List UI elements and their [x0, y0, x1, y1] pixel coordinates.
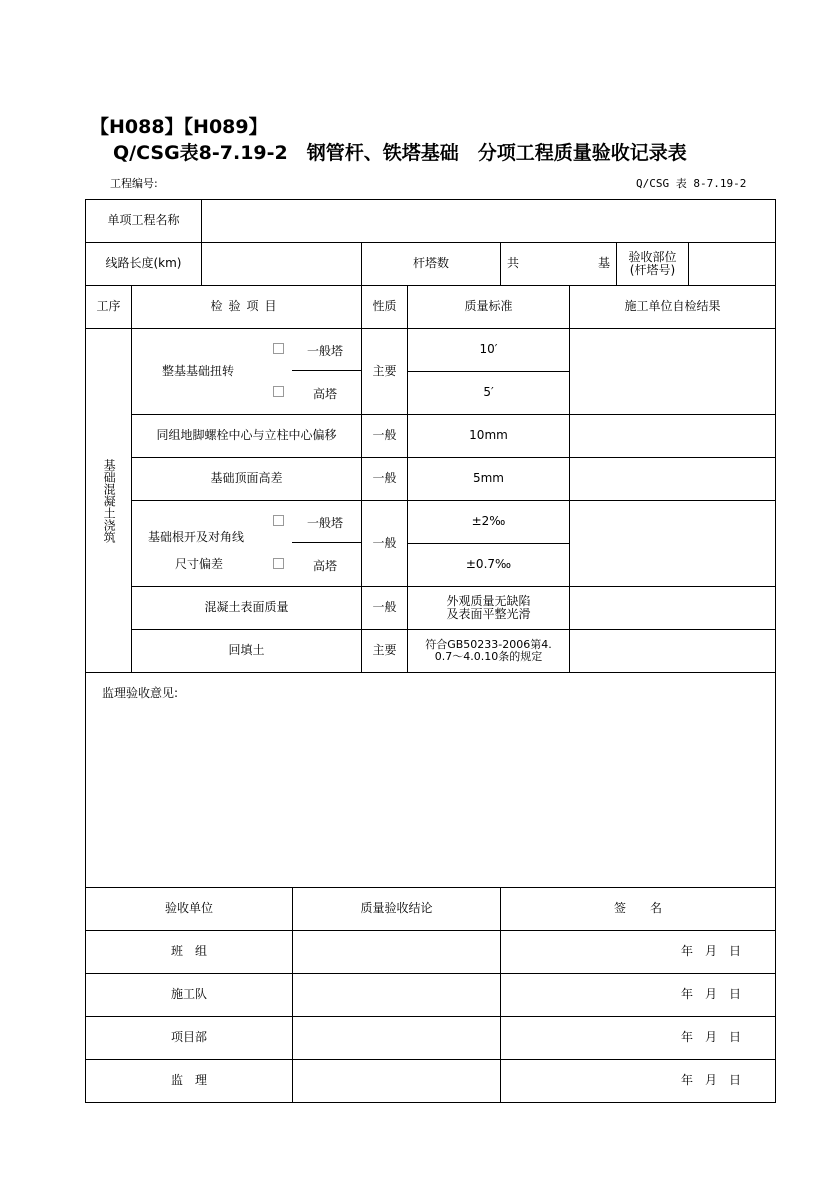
standard: ±2‰ — [407, 500, 570, 544]
date-label: 年 月 日 — [680, 987, 741, 1002]
signature-field[interactable] — [500, 973, 776, 1017]
self-check-field[interactable] — [569, 629, 776, 673]
option-high-tower: 高塔 — [313, 559, 338, 573]
standard: 外观质量无缺陷 及表面平整光滑 — [407, 586, 570, 630]
checkbox-high-tower[interactable] — [273, 558, 284, 569]
checkbox-high-tower[interactable] — [273, 386, 284, 397]
nature: 主要 — [361, 328, 408, 415]
standard: 5′ — [407, 371, 570, 415]
sign-unit: 施工队 — [85, 973, 293, 1017]
option-general-tower: 一般塔 — [307, 344, 344, 358]
standard: 10′ — [407, 328, 570, 372]
item-text: 整基基础扭转 — [162, 363, 235, 378]
col-items: 检验项目 — [131, 285, 362, 329]
date-label: 年 月 日 — [680, 944, 741, 959]
self-check-field[interactable] — [569, 328, 776, 415]
signature-field[interactable] — [500, 1059, 776, 1103]
self-check-field[interactable] — [569, 414, 776, 458]
sign-unit: 监 理 — [85, 1059, 293, 1103]
item-text: 尺寸偏差 — [175, 557, 224, 571]
total-label: 共 — [507, 256, 520, 271]
option-general-tower: 一般塔 — [307, 516, 344, 530]
signature-field[interactable] — [500, 1016, 776, 1060]
sign-col-unit: 验收单位 — [85, 887, 293, 931]
conclusion-field[interactable] — [292, 973, 501, 1017]
accept-part-label: 验收部位 (杆塔号) — [616, 242, 689, 286]
item-name-label: 单项工程名称 — [85, 199, 202, 243]
form-codes: 【H088】【H089】 — [90, 116, 268, 138]
tower-count-field[interactable] — [500, 242, 617, 286]
col-nature: 性质 — [361, 285, 408, 329]
date-label: 年 月 日 — [680, 1030, 741, 1045]
self-check-field[interactable] — [569, 586, 776, 630]
line-length-label: 线路长度(km) — [85, 242, 202, 286]
signature-field[interactable] — [500, 930, 776, 974]
checkbox-general-tower[interactable] — [273, 515, 284, 526]
sign-unit: 班 组 — [85, 930, 293, 974]
divider — [292, 542, 362, 543]
process-name-text: 基础混凝土浇筑 — [102, 458, 117, 543]
project-no-label: 工程编号: — [110, 177, 158, 190]
line-length-field[interactable] — [201, 242, 362, 286]
accept-part-field[interactable] — [688, 242, 776, 286]
col-self-check: 施工单位自检结果 — [569, 285, 776, 329]
self-check-field[interactable] — [569, 457, 776, 501]
page-title: Q/CSG表8-7.19-2 钢管杆、铁塔基础 分项工程质量验收记录表 — [113, 142, 687, 164]
sign-unit: 项目部 — [85, 1016, 293, 1060]
item-backfill: 回填土 — [131, 629, 362, 673]
conclusion-field[interactable] — [292, 1016, 501, 1060]
conclusion-field[interactable] — [292, 930, 501, 974]
standard: 5mm — [407, 457, 570, 501]
date-label: 年 月 日 — [680, 1073, 741, 1088]
item-surface-quality: 混凝土表面质量 — [131, 586, 362, 630]
nature: 一般 — [361, 457, 408, 501]
item-bolt-offset: 同组地脚螺栓中心与立柱中心偏移 — [131, 414, 362, 458]
supervision-label: 监理验收意见: — [102, 686, 179, 700]
col-standard: 质量标准 — [407, 285, 570, 329]
process-name — [85, 328, 132, 673]
divider — [292, 370, 362, 371]
nature: 一般 — [361, 500, 408, 587]
conclusion-field[interactable] — [292, 1059, 501, 1103]
nature: 一般 — [361, 414, 408, 458]
supervision-opinion-field[interactable] — [85, 672, 776, 888]
standard: 10mm — [407, 414, 570, 458]
col-process: 工序 — [85, 285, 132, 329]
item-top-height-diff: 基础顶面高差 — [131, 457, 362, 501]
option-high-tower: 高塔 — [313, 387, 338, 401]
standard: 符合GB50233-2006第4. 0.7～4.0.10条的规定 — [407, 629, 570, 673]
tower-count-label: 杆塔数 — [361, 242, 501, 286]
sign-col-conclusion: 质量验收结论 — [292, 887, 501, 931]
self-check-field[interactable] — [569, 500, 776, 587]
checkbox-general-tower[interactable] — [273, 343, 284, 354]
sign-col-signature: 签 名 — [500, 887, 776, 931]
form-code: Q/CSG 表 8-7.19-2 — [636, 177, 747, 190]
nature: 一般 — [361, 586, 408, 630]
nature: 主要 — [361, 629, 408, 673]
base-label: 基 — [597, 256, 610, 271]
item-text: 基础根开及对角线 — [148, 530, 245, 544]
item-name-field[interactable] — [201, 199, 776, 243]
standard: ±0.7‰ — [407, 543, 570, 587]
